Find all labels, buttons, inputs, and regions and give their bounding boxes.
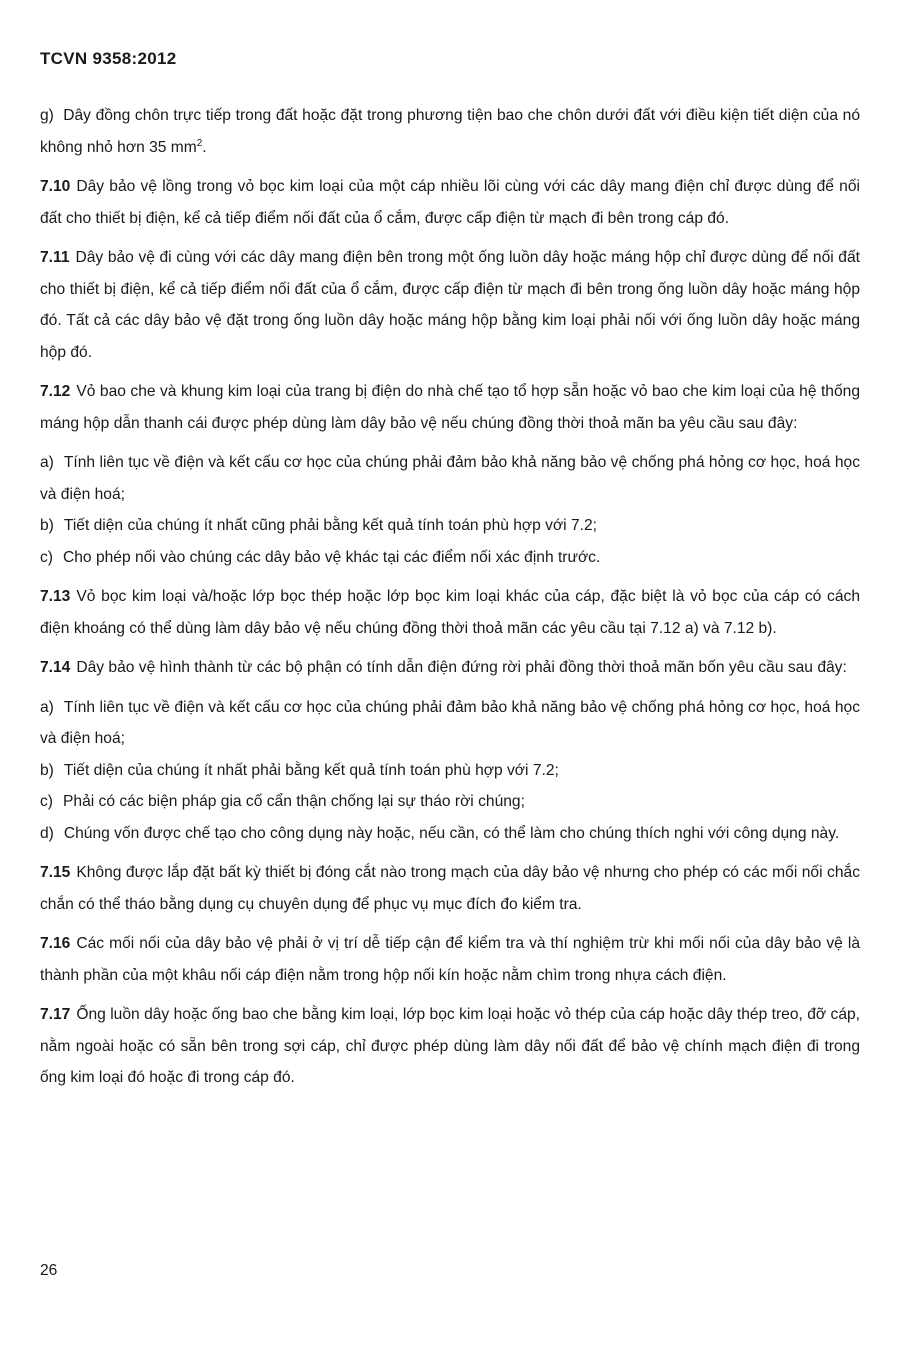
list-item-text: Phải có các biện pháp gia cố cẩn thận chống lại sự tháo rời chúng; <box>63 793 525 810</box>
section-number: 7.11 <box>40 249 70 266</box>
section-number: 7.12 <box>40 383 71 400</box>
list-item-text: Cho phép nối vào chúng các dây bảo vệ khác tại các điểm nối xác định trước. <box>63 548 601 566</box>
list-item-label: c) <box>40 793 53 810</box>
section-number: 7.10 <box>40 178 71 195</box>
list-item-label: d) <box>40 824 54 842</box>
list-item-label: a) <box>40 698 54 716</box>
standard-code-header: TCVN 9358:2012 <box>40 49 177 68</box>
item-g-superscript: 2 <box>196 137 203 149</box>
document-page <box>40 48 860 1094</box>
list-item <box>40 510 860 542</box>
section-number: 7.16 <box>40 935 71 952</box>
section-7-15 <box>40 857 860 920</box>
section-text: Ống luồn dây hoặc ống bao che bằng kim loại, lớp bọc kim loại hoặc vỏ thép của cáp hoặc dây thép treo, đỡ cáp, nằm ngoài hoặc có sẵn bên trong sợi cáp, chỉ được phép dùng làm dây nối đất để bảo vệ chính mạch điện đi trong ống kim loại đó hoặc đi trong cáp đó. <box>40 1006 860 1086</box>
section-7-14 <box>40 652 860 684</box>
list-item-label: a) <box>40 454 54 471</box>
section-number: 7.14 <box>40 659 71 676</box>
item-g-text: Dây đồng chôn trực tiếp trong đất hoặc đặt trong phương tiện bao che chôn dưới đất với điều kiện tiết diện của nó không nhỏ hơn 35 mm <box>40 107 860 156</box>
list-item <box>40 542 860 574</box>
list-item <box>40 755 860 787</box>
section-7-10 <box>40 171 860 234</box>
list-item-text: Tiết diện của chúng ít nhất phải bằng kết quả tính toán phù hợp với 7.2; <box>63 761 559 779</box>
list-item <box>40 786 860 818</box>
section-text: Dây bảo vệ hình thành từ các bộ phận có tính dẫn điện đứng rời phải đồng thời thoả mãn bốn yêu cầu sau đây: <box>76 659 847 676</box>
section-text: Các mối nối của dây bảo vệ phải ở vị trí dễ tiếp cận để kiểm tra và thí nghiệm trừ khi mối nối của dây bảo vệ là thành phần của một khâu nối cáp điện nằm trong hộp nối kín hoặc nằm chìm trong nhựa cách điện. <box>40 935 860 984</box>
section-7-16 <box>40 928 860 991</box>
list-item-label: b) <box>40 517 54 534</box>
list-item-text: Tiết diện của chúng ít nhất cũng phải bằng kết quả tính toán phù hợp với 7.2; <box>63 517 597 534</box>
section-7-12 <box>40 376 860 439</box>
item-g-label: g) <box>40 107 54 124</box>
item-g-text-end: . <box>202 138 207 156</box>
section-7-11 <box>40 242 860 368</box>
list-item-text: Tính liên tục về điện và kết cấu cơ học của chúng phải đảm bảo khả năng bảo vệ chống phá hỏng cơ học, hoá học và điện hoá; <box>40 698 860 747</box>
section-number: 7.13 <box>40 588 71 605</box>
page-number: 26 <box>40 1262 58 1279</box>
section-number: 7.17 <box>40 1006 71 1023</box>
list-item <box>40 818 860 850</box>
section-text: Vỏ bọc kim loại và/hoặc lớp bọc thép hoặc lớp bọc kim loại khác của cáp, đặc biệt là vỏ bọc của cáp có cách điện khoáng có thể dùng làm dây bảo vệ nếu chúng đồng thời thoả mãn các yêu cầu tại 7.12 a) và 7.12 b). <box>40 588 860 637</box>
section-text: Dây bảo vệ lồng trong vỏ bọc kim loại của một cáp nhiều lõi cùng với các dây mang điện chỉ được dùng để nối đất cho thiết bị điện, kể cả tiếp điểm nối đất của ổ cắm, được cấp điện từ mạch đi bên trong cáp đó. <box>40 178 860 227</box>
list-item-label: c) <box>40 548 53 566</box>
list-item <box>40 692 860 755</box>
list-item <box>40 447 860 510</box>
list-item-label: b) <box>40 761 54 779</box>
section-7-17 <box>40 999 860 1094</box>
list-item-text: Tính liên tục về điện và kết cấu cơ học của chúng phải đảm bảo khả năng bảo vệ chống phá hỏng cơ học, hoá học và điện hoá; <box>40 454 860 503</box>
item-g <box>40 100 860 163</box>
section-text: Không được lắp đặt bất kỳ thiết bị đóng cắt nào trong mạch của dây bảo vệ nhưng cho phép có các mối nối chắc chắn có thể tháo bằng dụng cụ chuyên dụng để phục vụ mục đích đo kiểm tra. <box>40 864 860 913</box>
section-text: Vỏ bao che và khung kim loại của trang bị điện do nhà chế tạo tổ hợp sẵn hoặc vỏ bao che kim loại của hệ thống máng hộp dẫn thanh cái được phép dùng làm dây bảo vệ nếu chúng đồng thời thoả mãn ba yêu cầu sau đây: <box>40 383 860 432</box>
section-7-13 <box>40 581 860 644</box>
list-item-text: Chúng vốn được chế tạo cho công dụng này hoặc, nếu cần, có thể làm cho chúng thích nghi với công dụng này. <box>63 824 840 842</box>
section-number: 7.15 <box>40 864 71 881</box>
section-text: Dây bảo vệ đi cùng với các dây mang điện bên trong một ống luồn dây hoặc máng hộp chỉ được dùng để nối đất cho thiết bị điện, kể cả tiếp điểm nối đất của ổ cắm, được cấp điện từ mạch đi bên trong ống luồn dây hoặc máng hộp đó. Tất cả các dây bảo vệ đặt trong ống luồn dây hoặc máng hộp bằng kim loại phải nối với ống luồn dây hoặc máng hộp đó. <box>40 249 860 361</box>
